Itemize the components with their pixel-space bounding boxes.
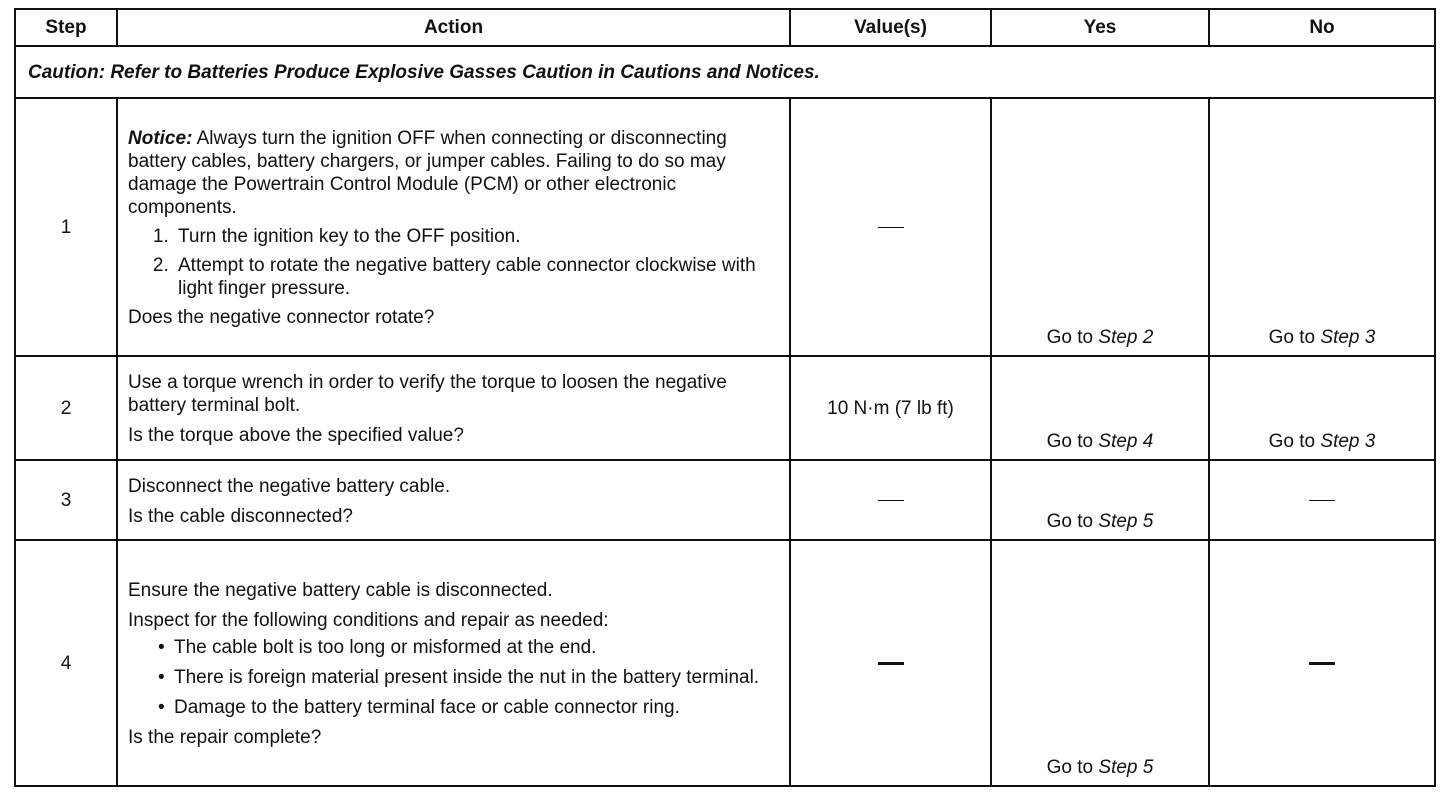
header-no: No bbox=[1209, 9, 1435, 46]
action-cell bbox=[117, 98, 790, 356]
yes-prefix: Go to bbox=[1046, 757, 1099, 778]
header-row bbox=[15, 9, 1435, 46]
action-cell bbox=[117, 356, 790, 460]
action-text: Disconnect the negative battery cable. bbox=[128, 475, 451, 497]
empty-dash bbox=[878, 662, 904, 665]
table-row-step-4 bbox=[15, 540, 1435, 786]
empty-dash bbox=[1309, 500, 1335, 501]
question-text: Is the repair complete? bbox=[128, 727, 322, 748]
notice-paragraph bbox=[128, 127, 779, 219]
value-cell bbox=[790, 98, 991, 356]
question-text: Does the negative connector rotate? bbox=[128, 307, 435, 328]
action-text: Ensure the negative battery cable is disconnected. bbox=[128, 580, 553, 601]
no-cell bbox=[1209, 98, 1435, 356]
notice-text: Always turn the ignition OFF when connecting or disconnecting battery cables, battery chargers, or jumper cables. Failing to do so may damage the Powertrain Control Module (PCM) or other electronic components. bbox=[128, 128, 727, 218]
yes-goto[interactable] bbox=[1047, 431, 1154, 452]
table-row-step-1 bbox=[15, 98, 1435, 356]
caution-row bbox=[15, 46, 1435, 98]
step-number: 2 bbox=[15, 356, 117, 460]
yes-cell bbox=[991, 460, 1209, 540]
header-yes: Yes bbox=[991, 9, 1209, 46]
no-goto[interactable] bbox=[1269, 327, 1376, 348]
yes-step-link[interactable]: Step 4 bbox=[1098, 431, 1154, 452]
yes-goto[interactable] bbox=[1047, 757, 1154, 778]
procedure-list bbox=[128, 225, 779, 300]
no-step-link[interactable]: Step 3 bbox=[1320, 327, 1376, 348]
empty-dash bbox=[878, 227, 904, 228]
no-cell bbox=[1209, 460, 1435, 540]
yes-cell bbox=[991, 356, 1209, 460]
no-goto[interactable] bbox=[1269, 431, 1376, 452]
yes-prefix: Go to bbox=[1046, 431, 1099, 452]
yes-prefix: Go to bbox=[1046, 511, 1099, 532]
step-number: 3 bbox=[15, 460, 117, 540]
yes-goto[interactable] bbox=[1047, 327, 1154, 348]
step-number: 4 bbox=[15, 540, 117, 786]
list-item: • Damage to the battery terminal face or cable connector ring. bbox=[174, 696, 779, 719]
yes-step-link[interactable]: Step 2 bbox=[1098, 327, 1154, 348]
yes-cell bbox=[991, 540, 1209, 786]
value-cell: 10 N·m (7 lb ft) bbox=[790, 356, 991, 460]
condition-list bbox=[128, 636, 779, 719]
no-step-link[interactable]: Step 3 bbox=[1320, 431, 1376, 452]
no-prefix: Go to bbox=[1268, 327, 1321, 348]
no-cell bbox=[1209, 356, 1435, 460]
yes-cell bbox=[991, 98, 1209, 356]
table-row-step-2 bbox=[15, 356, 1435, 460]
header-step: Step bbox=[15, 9, 117, 46]
yes-step-link[interactable]: Step 5 bbox=[1098, 511, 1154, 532]
yes-goto[interactable] bbox=[1047, 511, 1154, 532]
table-row-step-3 bbox=[15, 460, 1435, 540]
diagnostic-table-container bbox=[14, 8, 1434, 787]
notice-label: Notice: bbox=[128, 128, 193, 149]
action-cell bbox=[117, 460, 790, 540]
list-item: • There is foreign material present inside the nut in the battery terminal. bbox=[174, 666, 779, 689]
value-cell bbox=[790, 460, 991, 540]
caution-text: Caution: Refer to Batteries Produce Explosive Gasses Caution in Cautions and Notices. bbox=[15, 46, 1435, 98]
no-prefix: Go to bbox=[1268, 431, 1321, 452]
list-item: 1. Turn the ignition key to the OFF position. bbox=[174, 225, 779, 248]
yes-prefix: Go to bbox=[1046, 327, 1099, 348]
action-text: Use a torque wrench in order to verify the torque to loosen the negative battery terminal bolt. bbox=[128, 372, 727, 416]
value-cell bbox=[790, 540, 991, 786]
step-number: 1 bbox=[15, 98, 117, 356]
diagnostic-table bbox=[14, 8, 1436, 787]
empty-dash bbox=[1309, 662, 1335, 665]
no-cell bbox=[1209, 540, 1435, 786]
empty-dash bbox=[878, 500, 904, 501]
list-item: • The cable bolt is too long or misformed at the end. bbox=[174, 636, 779, 659]
header-values: Value(s) bbox=[790, 9, 991, 46]
header-action: Action bbox=[117, 9, 790, 46]
question-text: Is the cable disconnected? bbox=[128, 505, 353, 527]
question-text: Is the torque above the specified value? bbox=[128, 425, 464, 446]
list-item: 2. Attempt to rotate the negative battery cable connector clockwise with light finger pressure. bbox=[174, 254, 779, 300]
yes-step-link[interactable]: Step 5 bbox=[1098, 757, 1154, 778]
action-cell bbox=[117, 540, 790, 786]
action-text-2: Inspect for the following conditions and repair as needed: bbox=[128, 610, 609, 631]
